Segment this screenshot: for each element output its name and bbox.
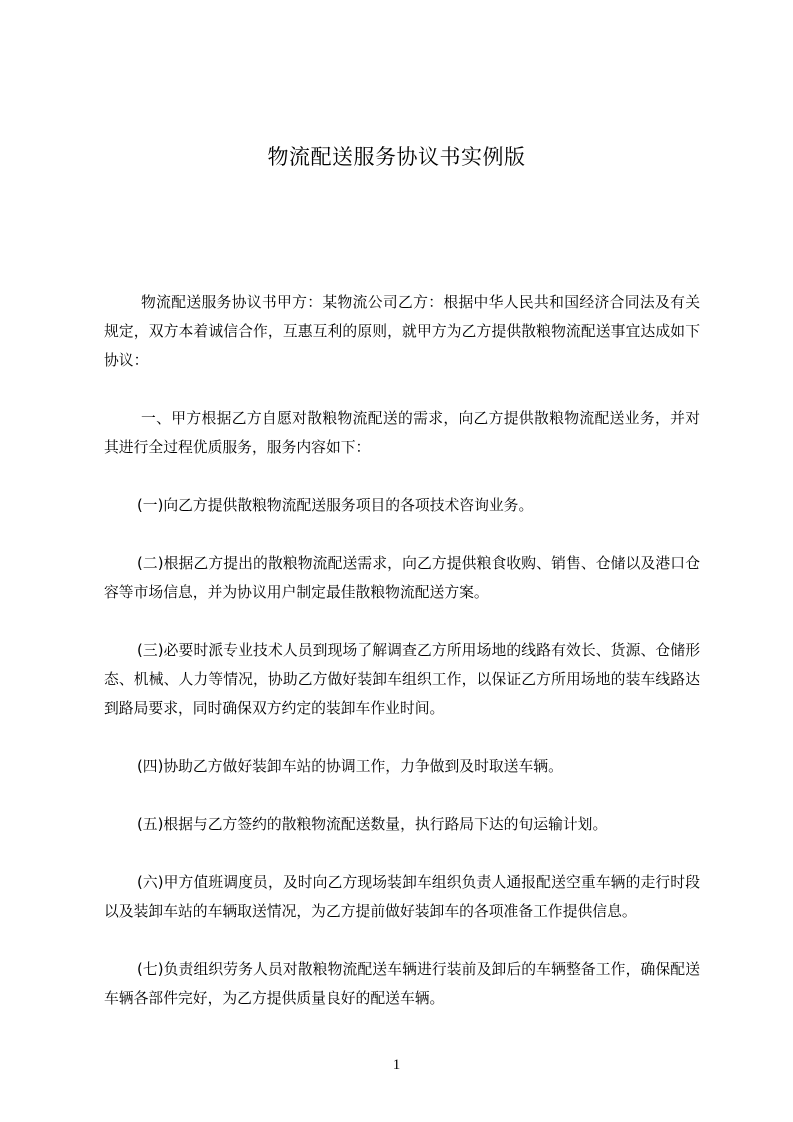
paragraph-item-3: (三)必要时派专业技术人员到现场了解调查乙方所用场地的线路有效长、货源、仓储形态、机械、人力等情况，协助乙方做好装卸车组织工作，以保证乙方所用场地的装车线路达到路局要求，同时确保双方约定的装卸车作业时间。 (104, 642, 700, 717)
paragraph-item-2: (二)根据乙方提出的散粮物流配送需求，向乙方提供粮食收购、销售、仓储以及港口仓容等市场信息，并为协议用户制定最佳散粮物流配送方案。 (104, 555, 700, 601)
document-title: 物流配送服务协议书实例版 (267, 145, 526, 169)
page-number: 1 (392, 1057, 401, 1073)
document-body (104, 288, 700, 1013)
paragraph-preamble: 物流配送服务协议书甲方：某物流公司乙方：根据中华人民共和国经济合同法及有关规定，双方本着诚信合作，互惠互利的原则，就甲方为乙方提供散粮物流配送事宜达成如下协议： (104, 294, 700, 369)
paragraph-item-5: (五)根据与乙方签约的散粮物流配送数量，执行路局下达的旬运输计划。 (137, 816, 608, 833)
paragraph-item-4: (四)协助乙方做好装卸车站的协调工作，力争做到及时取送车辆。 (137, 758, 563, 775)
paragraph-clause-1: 一、甲方根据乙方自愿对散粮物流配送的需求，向乙方提供散粮物流配送业务，并对其进行全过程优质服务，服务内容如下： (104, 410, 700, 456)
paragraph-item-1: (一)向乙方提供散粮物流配送服务项目的各项技术咨询业务。 (137, 497, 534, 514)
paragraph-item-6: (六)甲方值班调度员，及时向乙方现场装卸车组织负责人通报配送空重车辆的走行时段以及装卸车站的车辆取送情况，为乙方提前做好装卸车的各项准备工作提供信息。 (104, 874, 700, 920)
paragraph-item-7: (七)负责组织劳务人员对散粮物流配送车辆进行装前及卸后的车辆整备工作，确保配送车辆各部件完好，为乙方提供质量良好的配送车辆。 (104, 961, 700, 1007)
